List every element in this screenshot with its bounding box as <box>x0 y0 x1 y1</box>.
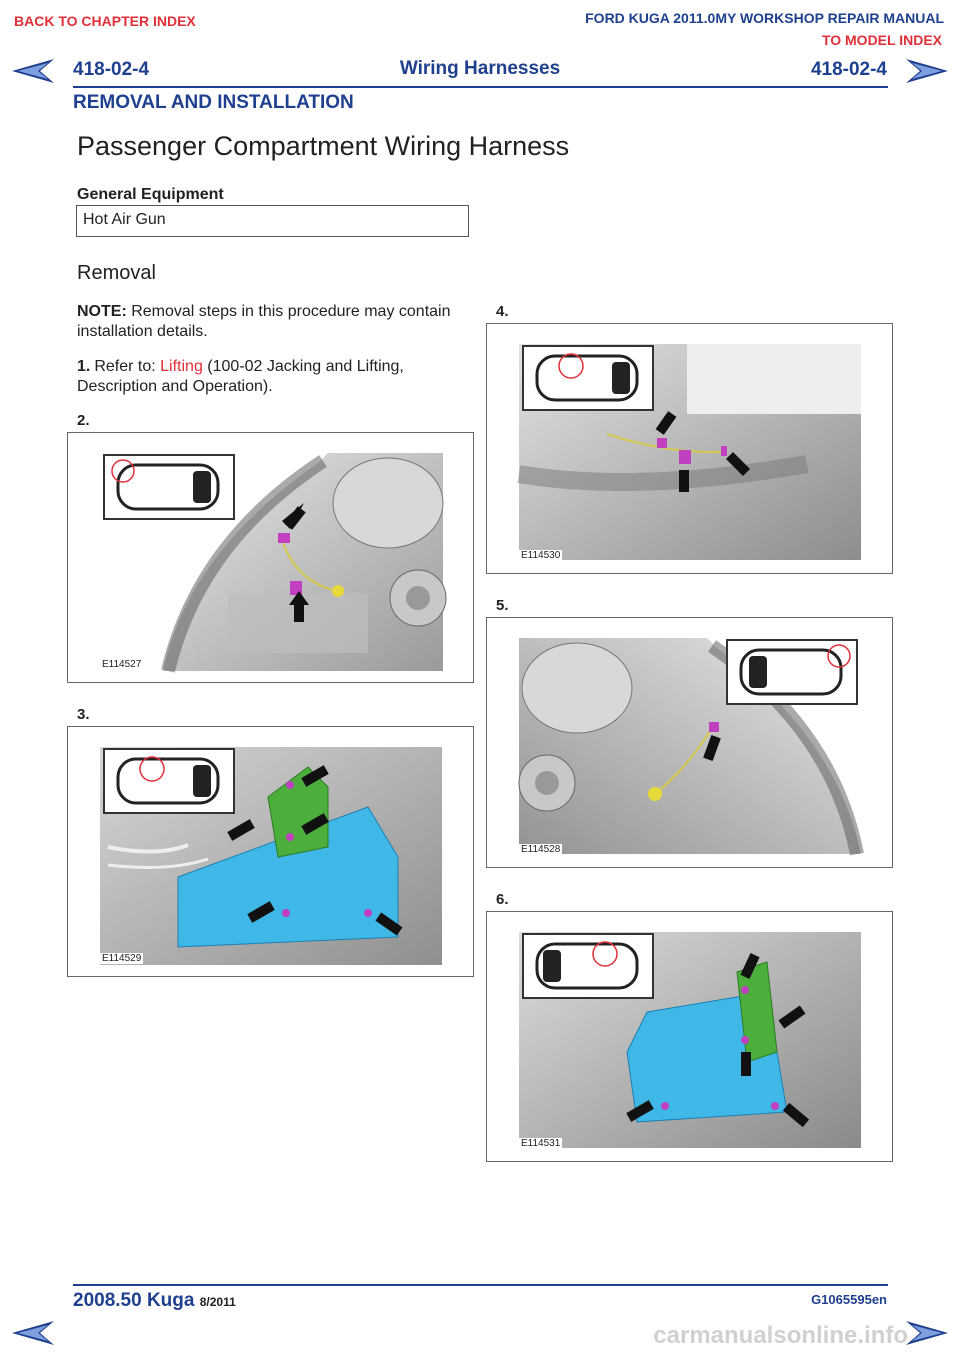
step-1-number: 1. <box>77 358 91 375</box>
figure-3-code: E114529 <box>102 953 142 964</box>
page-title: Passenger Compartment Wiring Harness <box>77 131 570 161</box>
figure-step-5 <box>486 617 893 868</box>
equipment-table <box>76 205 469 237</box>
step-3-label: 3. <box>77 706 90 723</box>
figure-step-4 <box>486 323 893 574</box>
equipment-heading: General Equipment <box>77 186 224 203</box>
removal-heading: Removal <box>77 262 156 284</box>
figure-4-illustration <box>487 324 892 573</box>
figure-4-code: E114530 <box>521 550 561 561</box>
page-code-left: 418-02-4 <box>73 59 150 80</box>
footer-model <box>73 1290 236 1312</box>
step-2-label: 2. <box>77 412 90 429</box>
manual-title: FORD KUGA 2011.0MY WORKSHOP REPAIR MANUAL <box>585 10 944 26</box>
footer-next-arrow-icon[interactable] <box>904 1318 950 1348</box>
watermark: carmanualsonline.info <box>653 1322 908 1349</box>
figure-6-code: E114531 <box>521 1138 561 1149</box>
step-1 <box>77 357 467 397</box>
figure-step-3 <box>67 726 474 977</box>
note-paragraph <box>77 302 462 342</box>
step-4-label: 4. <box>496 303 509 320</box>
figure-6-illustration <box>487 912 892 1161</box>
footer-prev-arrow-icon[interactable] <box>10 1318 56 1348</box>
section-title: Wiring Harnesses <box>399 58 561 79</box>
equipment-item: Hot Air Gun <box>83 211 166 228</box>
note-text: Removal steps in this procedure may contain installation details. <box>77 303 451 340</box>
back-to-chapter-link[interactable]: BACK TO CHAPTER INDEX <box>14 13 196 29</box>
footer-rule <box>73 1284 888 1286</box>
figure-5-illustration <box>487 618 892 867</box>
footer-date: 8/2011 <box>199 1295 236 1309</box>
step-5-label: 5. <box>496 597 509 614</box>
footer-model-name: 2008.50 Kuga <box>73 1290 195 1311</box>
subsection-heading: REMOVAL AND INSTALLATION <box>73 92 354 113</box>
step-6-label: 6. <box>496 891 509 908</box>
step-1-suffix: (100-02 Jacking and Lifting, Description and Operation). <box>77 358 404 395</box>
figure-3-illustration <box>68 727 473 976</box>
figure-step-2 <box>67 432 474 683</box>
figure-5-code: E114528 <box>521 844 561 855</box>
step-1-prefix: Refer to: <box>94 358 161 375</box>
lifting-link[interactable]: Lifting <box>160 358 203 375</box>
page-code-right: 418-02-4 <box>810 59 887 80</box>
to-model-index-link[interactable]: TO MODEL INDEX <box>821 32 942 48</box>
figure-2-illustration <box>68 433 473 682</box>
header-rule <box>73 86 888 88</box>
figure-2-code: E114527 <box>102 659 142 670</box>
figure-step-6 <box>486 911 893 1162</box>
footer-code: G1065595en <box>811 1292 887 1307</box>
note-label: NOTE: <box>77 303 127 320</box>
